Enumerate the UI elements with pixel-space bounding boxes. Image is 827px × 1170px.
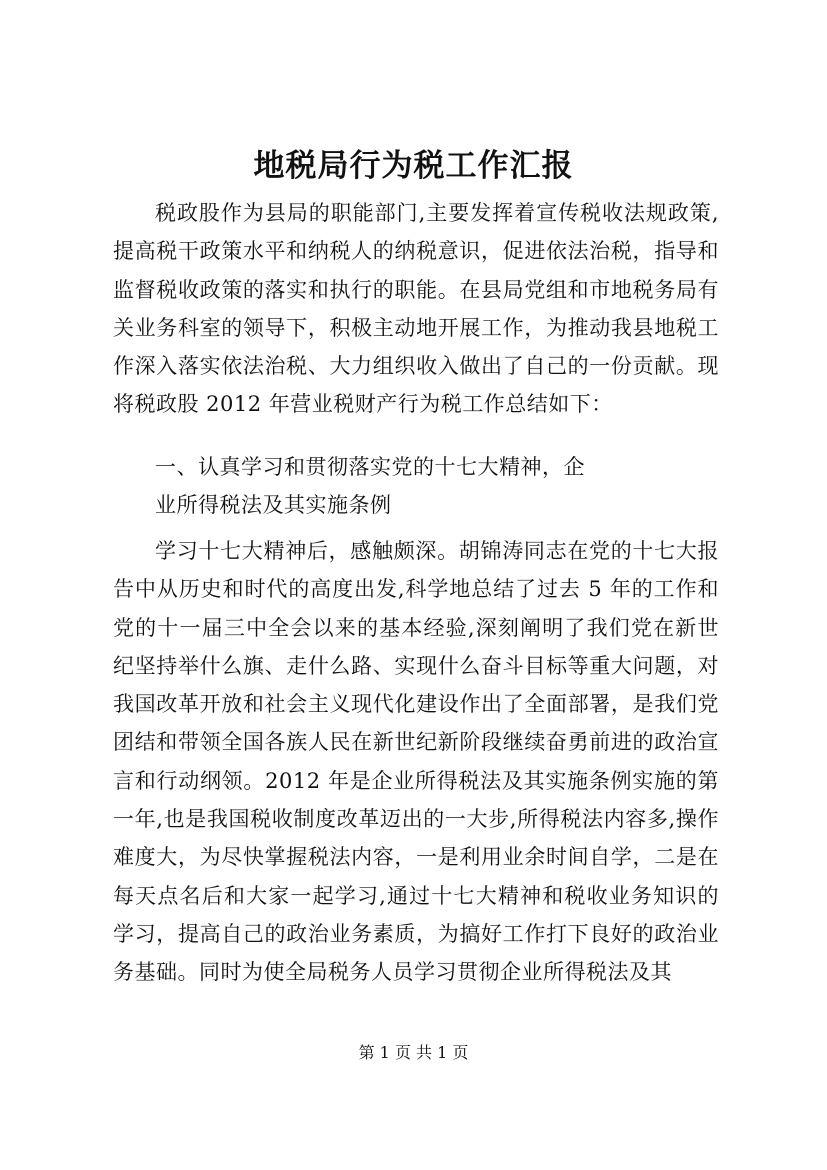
- body-paragraph-intro: 税政股作为县局的职能部门,主要发挥着宣传税收法规政策,提高税干政策水平和纳税人的纳税意识，促进依法治税，指导和监督税收政策的落实和执行的职能。在县局党组和市地税务局有关业务科室的领导下，积极主动地开展工作，为推动我县地税工作深入落实依法治税、大力组织收入做出了自己的一份贡献。现将税政股 2012 年营业税财产行为税工作总结如下：: [113, 201, 719, 417]
- section-heading-line-1: 一、认真学习和贯彻落实党的十七大精神，企: [155, 455, 585, 479]
- body-paragraph-study: 学习十七大精神后，感触颇深。胡锦涛同志在党的十七大报告中从历史和时代的高度出发,科学地总结了过去 5 年的工作和党的十一届三中全会以来的基本经验,深刻阐明了我们党在新世纪坚持举什么旗、走什么路、实现什么奋斗目标等重大问题，对我国改革开放和社会主义现代化建设作出了全面部署，是我们党团结和带领全国各族人民在新世纪新阶段继续奋勇前进的政治宣言和行动纲领。2012 年是企业所得税法及其实施条例实施的第一年,也是我国税收制度改革迈出的一大步,所得税法内容多,操作难度大，为尽快掌握税法内容，一是利用业余时间自学，二是在每天点名后和大家一起学习,通过十七大精神和税收业务知识的学习，提高自己的政治业务素质，为搞好工作打下良好的政治业务基础。同时为使全局税务人员学习贯彻企业所得税法及其: [113, 539, 719, 985]
- page-footer: 第 1 页 共 1 页: [358, 1043, 469, 1062]
- section-heading-line-2: 业所得税法及其实施条例: [155, 493, 392, 517]
- document-title: 地税局行为税工作汇报: [253, 148, 574, 184]
